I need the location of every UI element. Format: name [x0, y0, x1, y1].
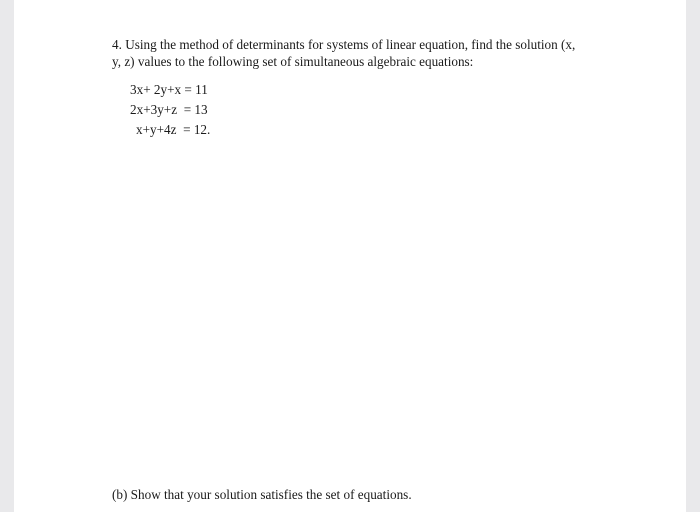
part-b-text: (b) Show that your solution satisfies the set of equations. — [112, 487, 412, 502]
equation-3: x+y+4z = 12. — [136, 122, 211, 137]
equation-2: 2x+3y+z = 13 — [130, 102, 208, 117]
equation-list — [130, 80, 210, 140]
question-text — [112, 36, 612, 70]
question-line-1: 4. Using the method of determinants for systems of linear equation, find the solution (x, — [112, 37, 576, 52]
equation-1: 3x+ 2y+x = 11 — [130, 82, 208, 97]
document-page — [14, 0, 686, 512]
question-line-2: y, z) values to the following set of simultaneous algebraic equations: — [112, 54, 474, 69]
